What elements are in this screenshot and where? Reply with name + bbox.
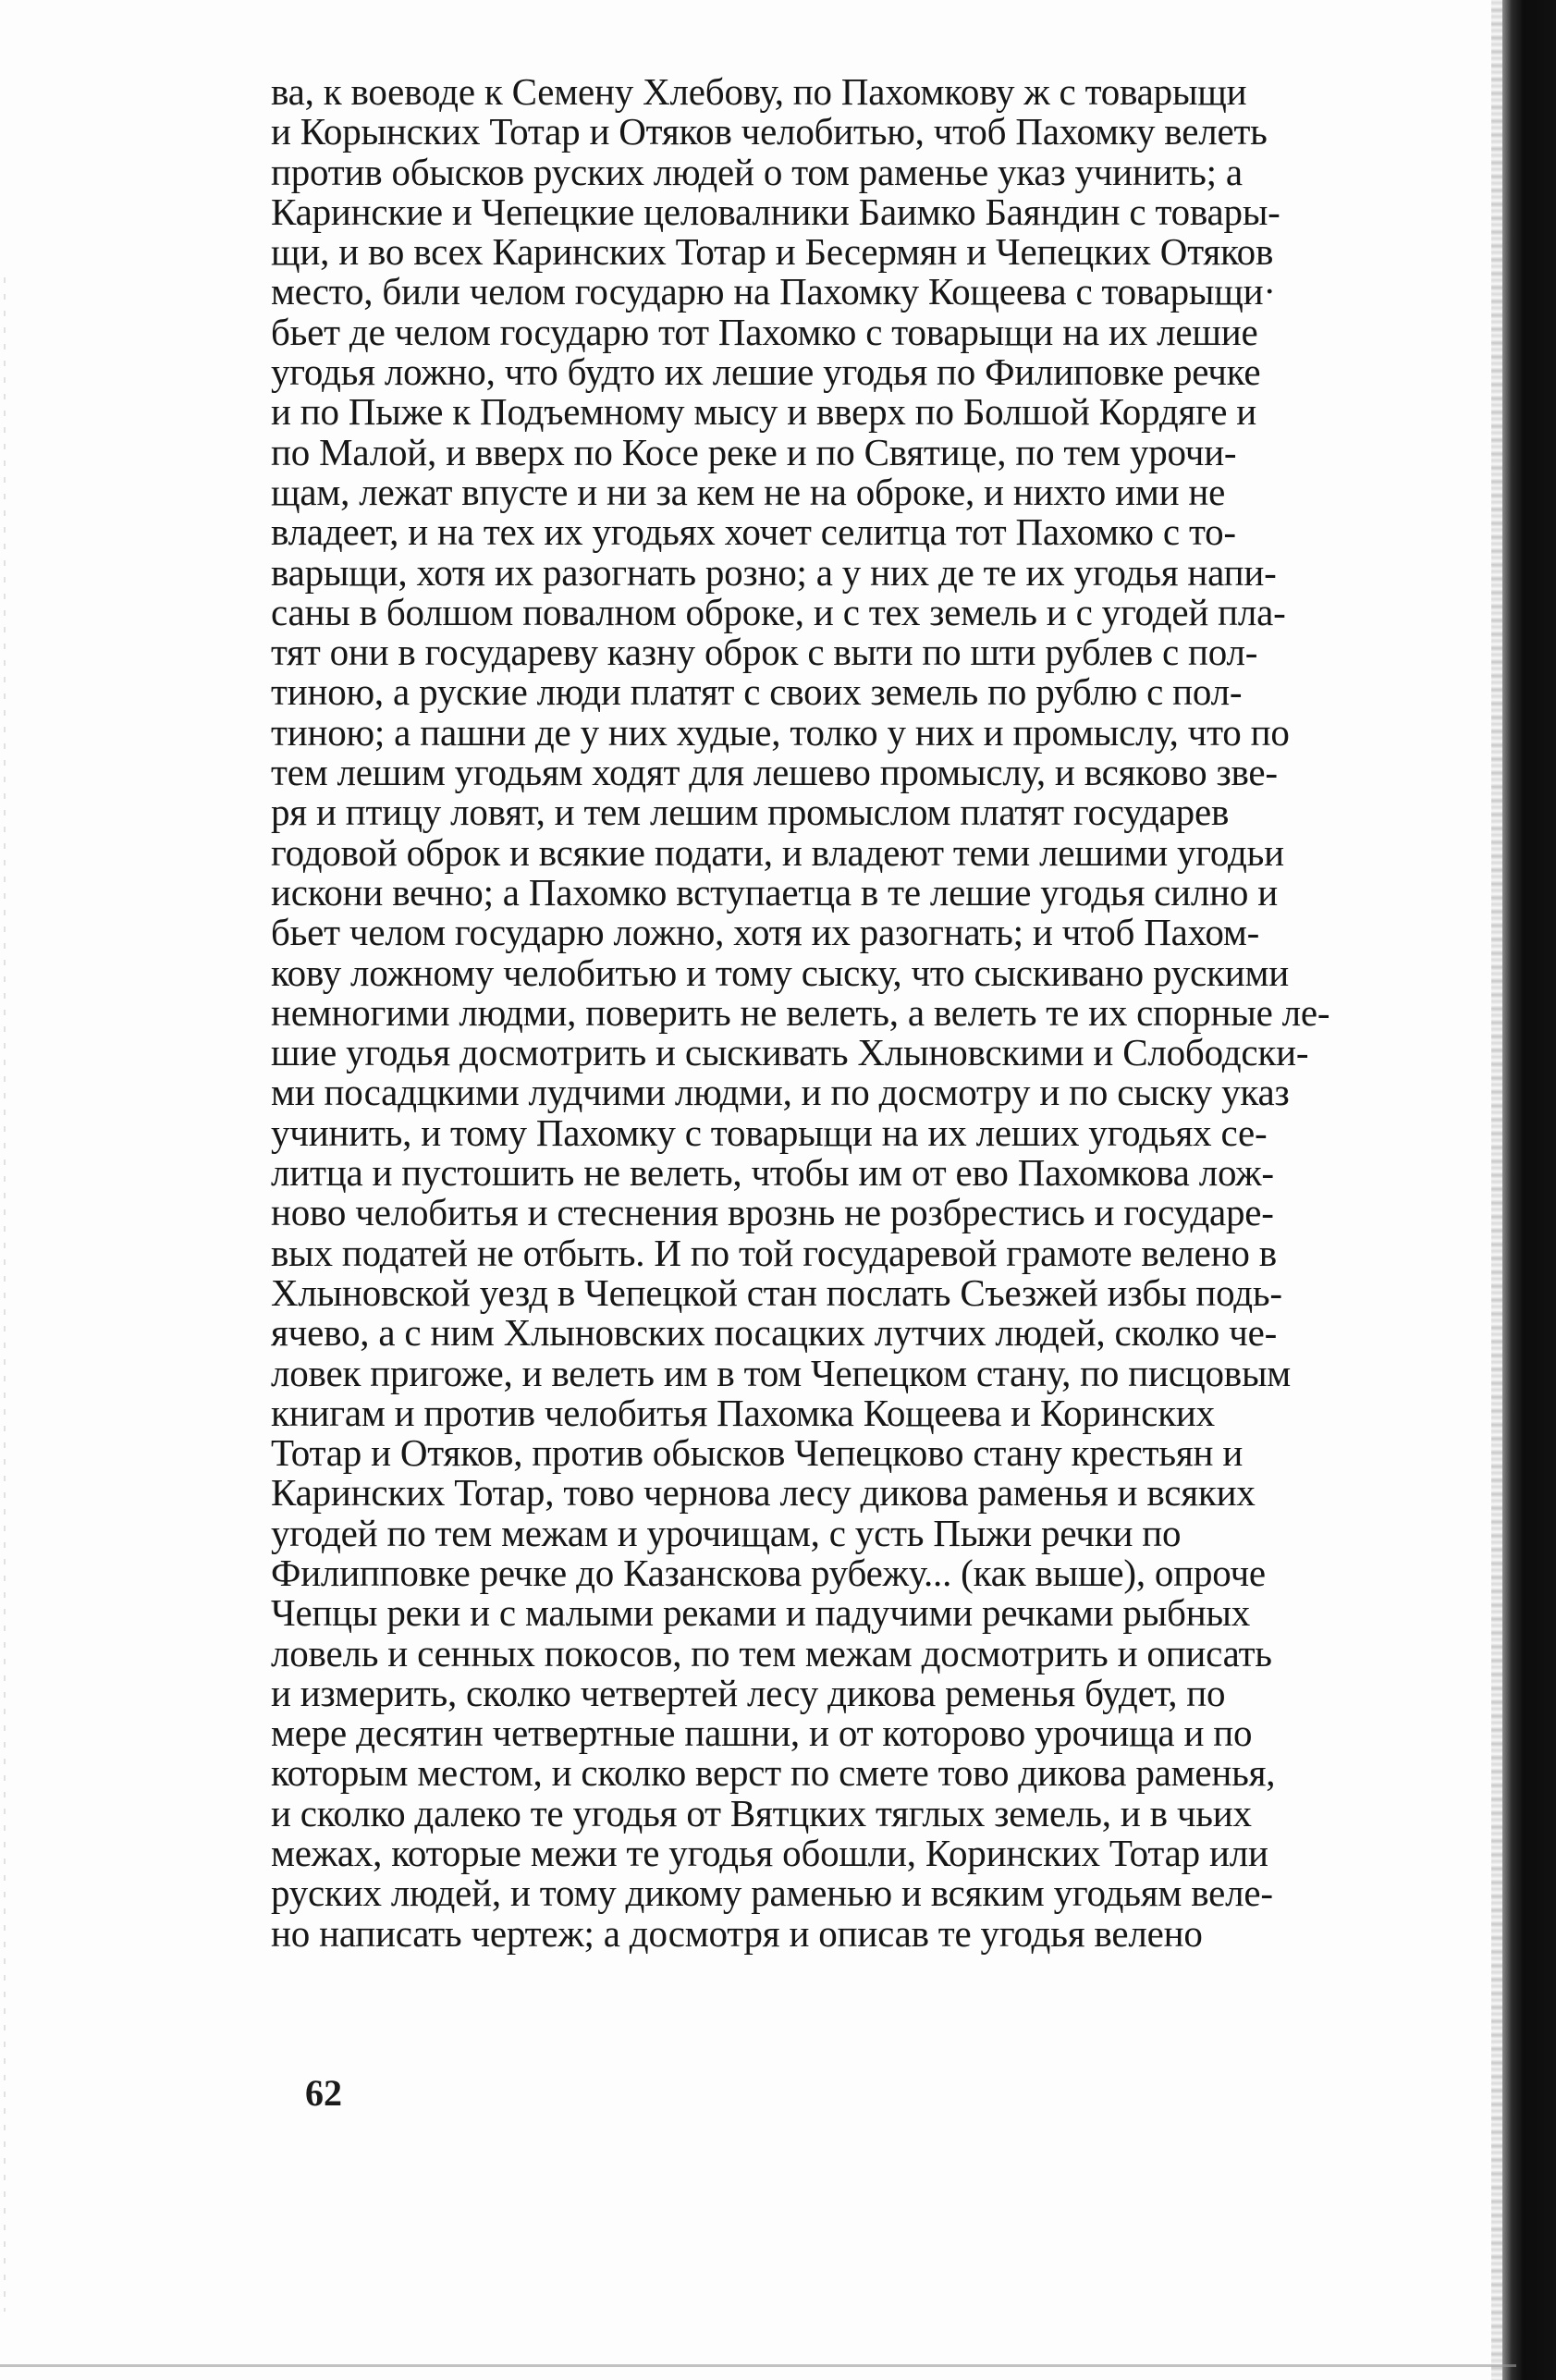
text-line: ловель и сенных покосов, по тем межам досмотрить и описать <box>271 1631 1272 1675</box>
text-line: ва, к воеводе к Семену Хлебову, по Пахомкову ж с товарыщи <box>271 70 1247 113</box>
text-line: ми посадцкими лудчими людми, и по досмотру и по сыску указ <box>271 1071 1290 1114</box>
text-line: литца и пустошить не велеть, чтобы им от ево Пахомкова лож- <box>271 1151 1274 1195</box>
text-line: учинить, и тому Пахомку с товарыщи на их леших угодьях се- <box>271 1110 1268 1154</box>
text-line: место, били челом государю на Пахомку Кощеева с товарыщи· <box>271 270 1276 313</box>
page-left-edge <box>4 277 6 2312</box>
text-line: владеет, и на тех их угодьях хочет селитца тот Пахомко с то- <box>271 510 1236 554</box>
scan-binding-edge <box>1502 0 1556 2380</box>
text-line: немногими людми, поверить не велеть, а велеть те их спорные ле- <box>271 990 1330 1034</box>
text-line: ловек пригоже, и велеть им в том Чепецком стану, по писцовым <box>271 1351 1292 1394</box>
text-line: ново челобитья и стеснения врознь не розбрестись и государе- <box>271 1191 1274 1234</box>
text-line: руских людей, и тому дикому раменью и всяким угодьям веле- <box>271 1871 1273 1915</box>
text-line: ячево, а с ним Хлыновских посацких лутчих людей, сколко че- <box>271 1311 1278 1355</box>
body-text <box>271 72 1473 1954</box>
text-line: бьет де челом государю тот Пахомко с товарыщи на их лешие <box>271 310 1258 353</box>
text-line: по Малой, и вверх по Косе реке и по Святице, по тем урочи- <box>271 430 1237 473</box>
text-line: вых податей не отбыть. И по той государевой грамоте велено в <box>271 1231 1277 1274</box>
text-line: Тотар и Отяков, против обысков Чепецково стану крестьян и <box>271 1431 1244 1475</box>
text-line: Филипповке речке до Казанскова рубежу... (как выше), опроче <box>271 1551 1266 1594</box>
text-line: щи, и во всех Каринских Тотар и Бесермян и Чепецких Отяков <box>271 230 1274 274</box>
text-line: межах, которые межи те угодья обошли, Коринских Тотар или <box>271 1832 1268 1875</box>
text-line: угодей по тем межам и урочищам, с усть Пыжи речки по <box>271 1511 1182 1554</box>
text-line: Каринских Тотар, тово чернова лесу дикова раменья и всяких <box>271 1471 1256 1515</box>
text-line: варыщи, хотя их разогнать розно; а у них де те их угодья напи- <box>271 550 1277 594</box>
text-line: и сколко далеко те угодья от Вятцких тяглых земель, и в чьих <box>271 1791 1252 1834</box>
text-line: тиною, а руские люди платят с своих земель по рублю с пол- <box>271 670 1243 714</box>
text-line: и по Пыже к Подъемному мысу и вверх по Болшой Кордяге и <box>271 390 1257 434</box>
page-bottom-edge <box>0 2364 1516 2367</box>
text-line: тем лешим угодьям ходят для лешево промыслу, и всяково зве- <box>271 751 1278 794</box>
text-line: Чепцы реки и с малыми реками и падучими речками рыбных <box>271 1591 1251 1635</box>
text-line: и измерить, сколко четвертей лесу дикова ременья будет, по <box>271 1671 1226 1714</box>
text-line: ря и птицу ловят, и тем лешим промыслом платят государев <box>271 791 1230 834</box>
text-line: шие угодья досмотрить и сыскивать Хлыновскими и Слободски- <box>271 1031 1309 1074</box>
text-line: щам, лежат впусте и ни за кем не на оброке, и нихто ими не <box>271 470 1226 513</box>
text-line: Хлыновской уезд в Чепецкой стан послать Съезжей избы подь- <box>271 1270 1282 1314</box>
page-number: 62 <box>305 2072 342 2114</box>
text-line: тят они в государеву казну оброк с выти по шти рублев с пол- <box>271 631 1258 674</box>
text-line: саны в болшом повалном оброке, и с тех земель и с угодей пла- <box>271 590 1286 633</box>
text-line: книгам и против челобитья Пахомка Кощеева и Коринских <box>271 1391 1215 1434</box>
text-line: искони вечно; а Пахомко вступаетца в те лешие угодья силно и <box>271 870 1278 914</box>
text-line: против обысков руских людей о том раменье указ учинить; а <box>271 150 1243 193</box>
text-line: бьет челом государю ложно, хотя их разогнать; и чтоб Пахом- <box>271 911 1260 954</box>
text-line: кову ложному челобитью и тому сыску, что сыскивано рускими <box>271 951 1289 994</box>
text-line: годовой оброк и всякие подати, и владеют теми лешими угодьи <box>271 830 1284 874</box>
text-line: угодья ложно, что будто их лешие угодья по Филиповке речке <box>271 350 1261 394</box>
text-line: но написать чертеж; а досмотря и описав те угодья велено <box>271 1911 1203 1955</box>
text-line: и Корынских Тотар и Отяков челобитью, чтоб Пахомку велеть <box>271 110 1268 153</box>
text-line: которым местом, и сколко верст по смете тово дикова раменья, <box>271 1751 1276 1795</box>
text-line: тиною; а пашни де у них худые, толко у них и промыслу, что по <box>271 710 1290 754</box>
text-line: мере десятин четвертные пашни, и от которово урочища и по <box>271 1711 1253 1755</box>
text-line: Каринские и Чепецкие целовалники Баимко Баяндин с товары- <box>271 190 1280 233</box>
